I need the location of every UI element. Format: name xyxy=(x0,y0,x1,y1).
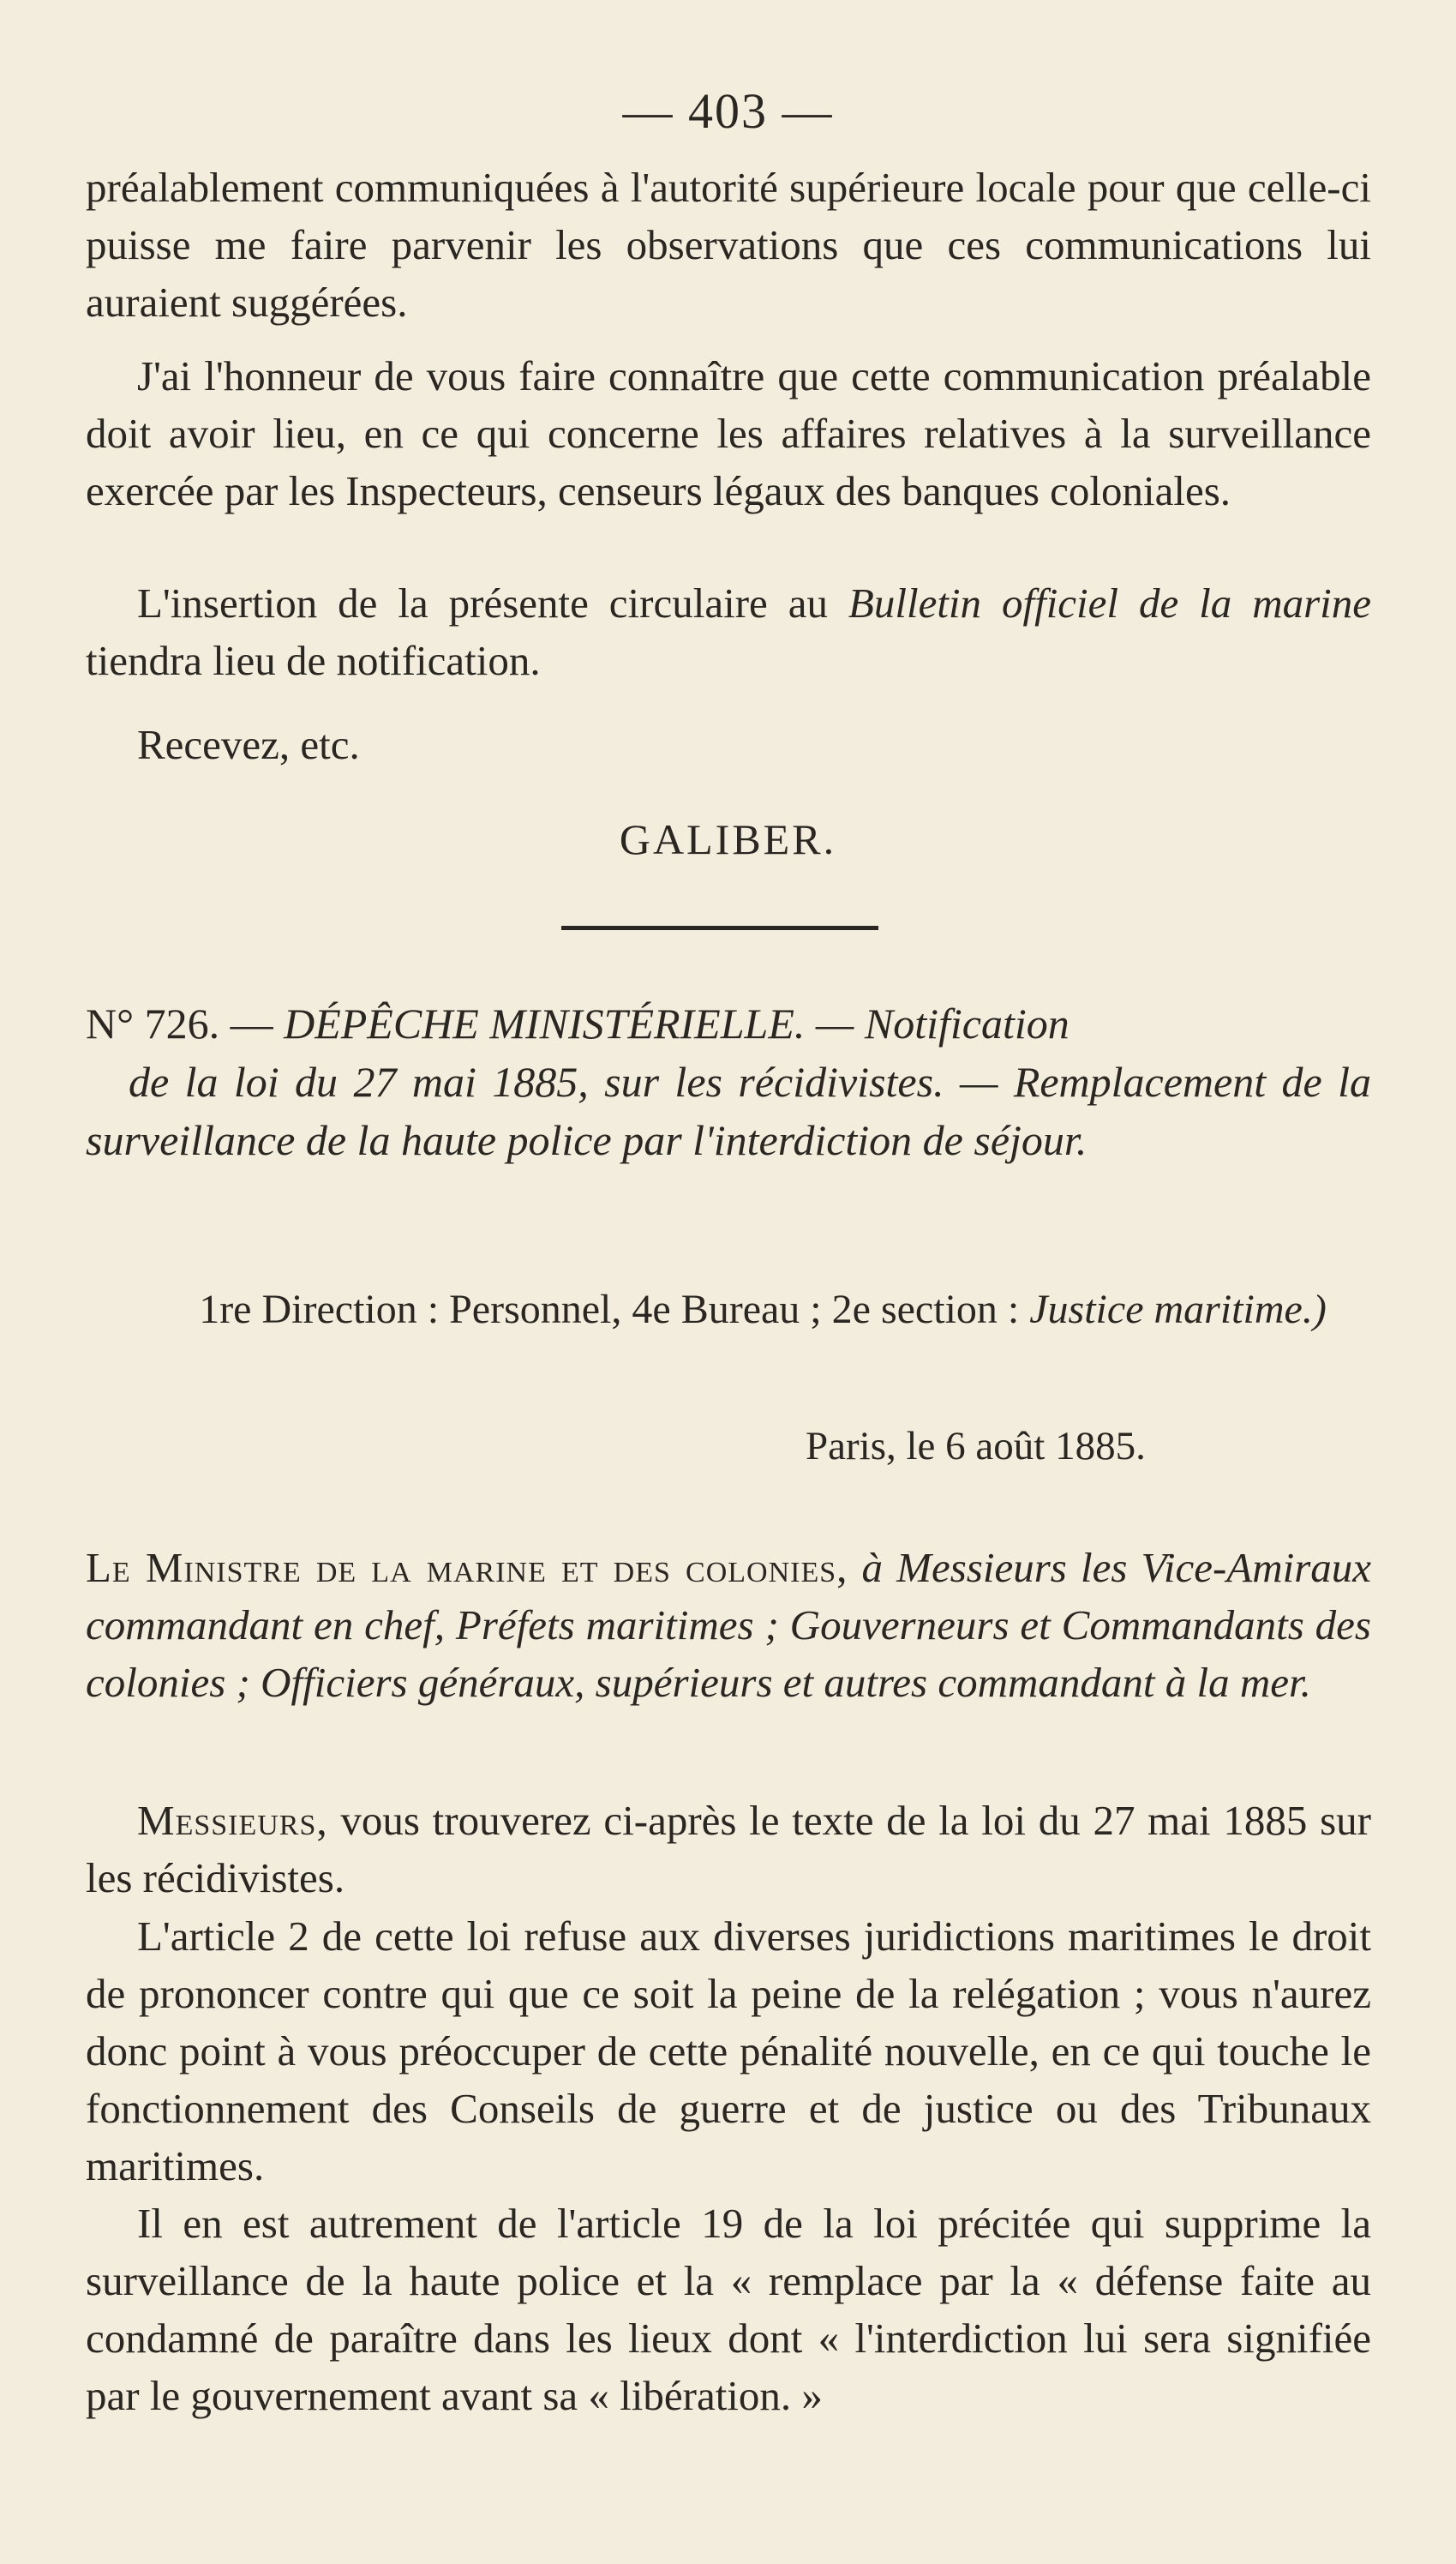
direction-section: Justice maritime.) xyxy=(1029,1287,1327,1332)
paragraph-2: J'ai l'honneur de vous faire connaître que cette communication préalable doit avoir lieu, en ce qui concerne les affaires relatives à la surveillance exercée par les Inspecteurs, censeurs légaux des banques coloniales. xyxy=(86,352,1371,514)
direction-line xyxy=(154,1282,1371,1338)
paragraph-4-text: vous trouverez ci-après le texte de la loi du 27 mai 1885 sur les récidivistes. xyxy=(86,1797,1372,1901)
direction-text: 1re Direction : Personnel, 4e Bureau ; 2e section : xyxy=(199,1287,1020,1332)
dispatch-title: DÉPÊCHE MINISTÉRIELLE. — Notification xyxy=(284,1000,1070,1048)
salutation: Messieurs, xyxy=(137,1797,328,1844)
addressee xyxy=(86,1539,1371,1711)
paragraph-4 xyxy=(86,1792,1371,1906)
paragraph-3-start: L'insertion de la présente circulaire au xyxy=(137,579,828,627)
closing-formula: Recevez, etc. xyxy=(137,721,360,768)
dispatch-heading xyxy=(86,994,1371,1169)
bulletin-title: Bulletin officiel de la marine xyxy=(848,579,1372,627)
paragraph-6: Il en est autrement de l'article 19 de la loi précitée qui supprime la surveillance de la haute police et la « remplace par la « défense faite au condamné de paraître dans les lieux dont « l'interdiction lui sera signifiée par le gouvernement avant sa « libération. » xyxy=(86,2200,1371,2419)
paragraph-3 xyxy=(86,574,1371,689)
signature: GALIBER. xyxy=(619,815,837,863)
paragraph-1: préalablement communiquées à l'autorité supérieure locale pour que celle-ci puisse me faire parvenir les observations que ces communications lui auraient suggérées. xyxy=(86,164,1371,326)
paragraph-5: L'article 2 de cette loi refuse aux diverses juridictions maritimes le droit de prononcer contre qui que ce soit la peine de la relégation ; vous n'aurez donc point à vous préoccuper de cette pénalité nouvelle, en ce qui touche le fonctionnement des Conseils de guerre et de justice ou des Tribunaux maritimes. xyxy=(86,1912,1371,2189)
paragraph-3-end: tiendra lieu de notification. xyxy=(86,637,541,684)
addressee-recipients: à Messieurs les Vice-Amiraux commandant en chef, Préfets maritimes ; Gouverneurs et Commandants des colonies ; Officiers généraux, supérieurs et autres commandant à la mer. xyxy=(86,1544,1372,1706)
addressee-minister: Le Ministre de la marine et des colonies, xyxy=(86,1544,848,1591)
section-divider xyxy=(561,926,878,930)
dispatch-subtitle: de la loi du 27 mai 1885, sur les récidivistes. — Remplacement de la surveillance de la haute police par l'interdiction de séjour. xyxy=(86,1058,1371,1164)
page-number: — 403 — xyxy=(622,83,834,139)
dispatch-number: N° 726. — xyxy=(86,1000,273,1048)
dispatch-date: Paris, le 6 août 1885. xyxy=(806,1424,1146,1468)
